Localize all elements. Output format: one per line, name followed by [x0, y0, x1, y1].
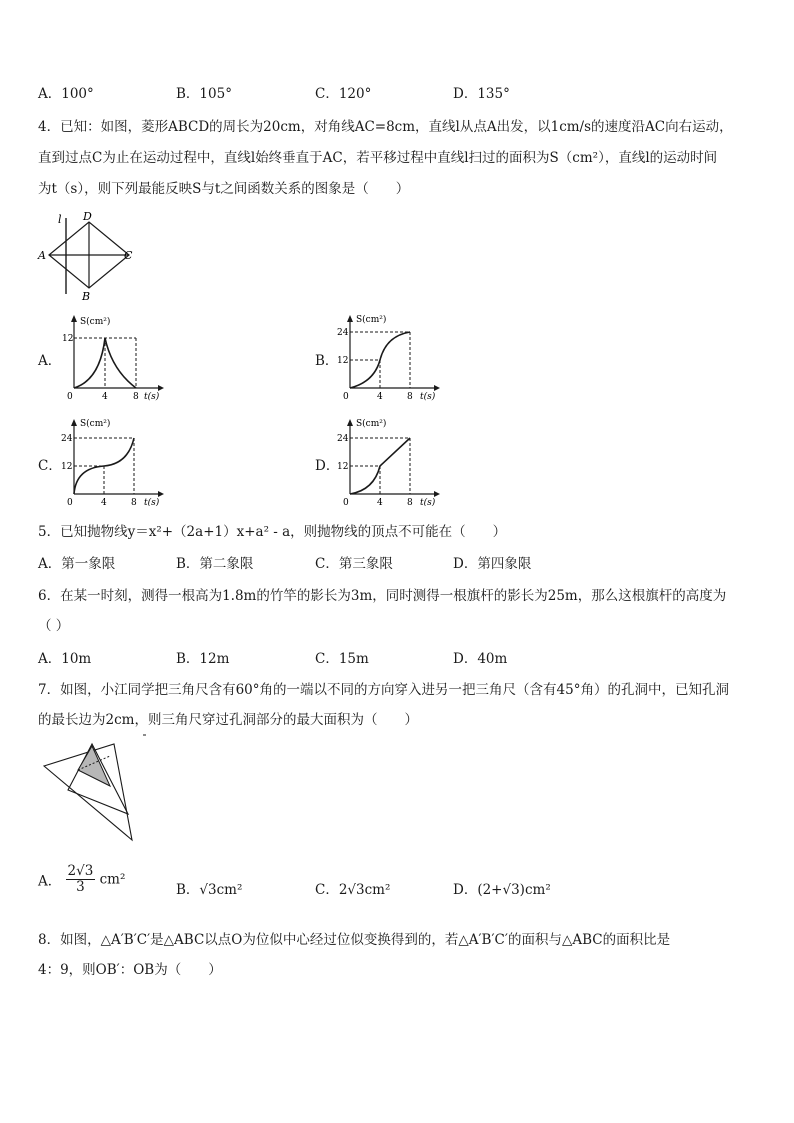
q5-text: 5．已知抛物线y＝x²+（2a+1）x+a² - a，则抛物线的顶点不可能在（ ）: [38, 524, 507, 540]
label-d: D: [83, 210, 92, 223]
q7-option-d: D．(2+√3)cm²: [453, 882, 551, 898]
q4-option-a-label: A．: [38, 353, 62, 369]
q5-option-a: A．第一象限: [38, 556, 116, 572]
svg-text:12: 12: [337, 462, 349, 472]
q7-text-line2: 的最长边为2cm，则三角尺穿过孔洞部分的最大面积为（ ）: [38, 712, 418, 728]
svg-text:4: 4: [101, 498, 107, 506]
svg-text:8: 8: [131, 498, 137, 506]
svg-text:8: 8: [133, 392, 139, 402]
svg-text:t(s): t(s): [144, 392, 160, 402]
q3-option-b: B．105°: [176, 86, 232, 102]
label-a: A: [38, 249, 46, 262]
q6-option-d: D．40m: [453, 651, 508, 667]
svg-text:12: 12: [61, 462, 73, 472]
svg-text:0: 0: [67, 392, 73, 402]
q5-option-b: B．第二象限: [176, 556, 254, 572]
q7-option-b: B．√3cm²: [176, 882, 243, 898]
svg-text:S(cm²): S(cm²): [80, 419, 111, 429]
q5-option-d: D．第四象限: [453, 556, 532, 572]
q4-option-b-label: B．: [315, 353, 339, 369]
svg-text:t(s): t(s): [420, 498, 436, 506]
svg-text:0: 0: [67, 498, 73, 506]
svg-text:0: 0: [343, 498, 349, 506]
svg-text:t(s): t(s): [144, 498, 160, 506]
q6-option-b: B．12m: [176, 651, 230, 667]
svg-text:4: 4: [377, 498, 383, 506]
svg-text:8: 8: [407, 498, 413, 506]
q4-option-c-label: C．: [38, 458, 62, 474]
svg-text:12: 12: [337, 356, 349, 366]
q3-option-a: A．100°: [38, 86, 94, 102]
q3-option-c: C．120°: [315, 86, 372, 102]
q8-text-line1: 8．如图，△A′B′C′是△ABC以点O为位似中心经过位似变换得到的，若△A′B′C′的面积与△ABC的面积比是: [38, 932, 671, 948]
q4-text-line1: 4．已知：如图，菱形ABCD的周长为20cm，对角线AC=8cm，直线l从点A出发，以1cm/s的速度沿AC向右运动，: [38, 119, 733, 135]
q4-text-line3: 为t（s），则下列最能反映S与t之间函数关系的图象是（ ）: [38, 181, 410, 197]
svg-text:24: 24: [337, 328, 349, 338]
svg-text:S(cm²): S(cm²): [356, 419, 387, 429]
q7-option-a-fraction: $\frac{2√3}{3}$: [67, 863, 94, 895]
svg-text:S(cm²): S(cm²): [356, 315, 387, 325]
q5-option-c: C．第三象限: [315, 556, 393, 572]
q7-option-c: C．2√3cm²: [315, 882, 391, 898]
q4-text-line2: 直到过点C为止在运动过程中，直线l始终垂直于AC，若平移过程中直线l扫过的面积为S（cm²），直线l的运动时间: [38, 150, 718, 166]
q6-option-a: A．10m: [38, 651, 92, 667]
label-b: B: [82, 290, 91, 302]
svg-text:12: 12: [62, 334, 74, 344]
q3-option-d: D．135°: [453, 86, 510, 102]
q4-graph-d: [336, 414, 446, 506]
svg-text:24: 24: [337, 434, 349, 444]
q4-graph-c: [60, 414, 170, 506]
q7-option-a: A． $\frac{2√3}{3}$ cm²: [38, 863, 126, 895]
label-c: C: [124, 249, 133, 262]
q6-text-line1: 6．在某一时刻，测得一根高为1.8m的竹竿的影长为3m，同时测得一根旗杆的影长为25m，那么这根旗杆的高度为: [38, 588, 727, 604]
q7-text-line1: 7．如图，小江同学把三角尺含有60°角的一端以不同的方向穿入进另一把三角尺（含有45°角）的孔洞中，已知孔洞: [38, 682, 729, 698]
svg-text:4: 4: [102, 392, 108, 402]
q7-triangle-figure: [40, 732, 160, 844]
q4-option-d-label: D．: [315, 458, 340, 474]
q8-text-line2: 4：9，则OB′：OB为（ ）: [38, 962, 222, 978]
q4-rhombus-figure: [36, 210, 146, 302]
svg-text:0: 0: [343, 392, 349, 402]
svg-text:t(s): t(s): [420, 392, 436, 402]
svg-text:S(cm²): S(cm²): [80, 317, 111, 327]
q4-graph-a: [60, 310, 170, 402]
svg-text:24: 24: [61, 434, 73, 444]
svg-text:8: 8: [407, 392, 413, 402]
q6-text-line2: （ ）: [38, 618, 70, 634]
svg-text:4: 4: [377, 392, 383, 402]
q4-graph-b: [336, 310, 446, 402]
label-l: l: [58, 213, 62, 226]
q6-option-c: C．15m: [315, 651, 369, 667]
